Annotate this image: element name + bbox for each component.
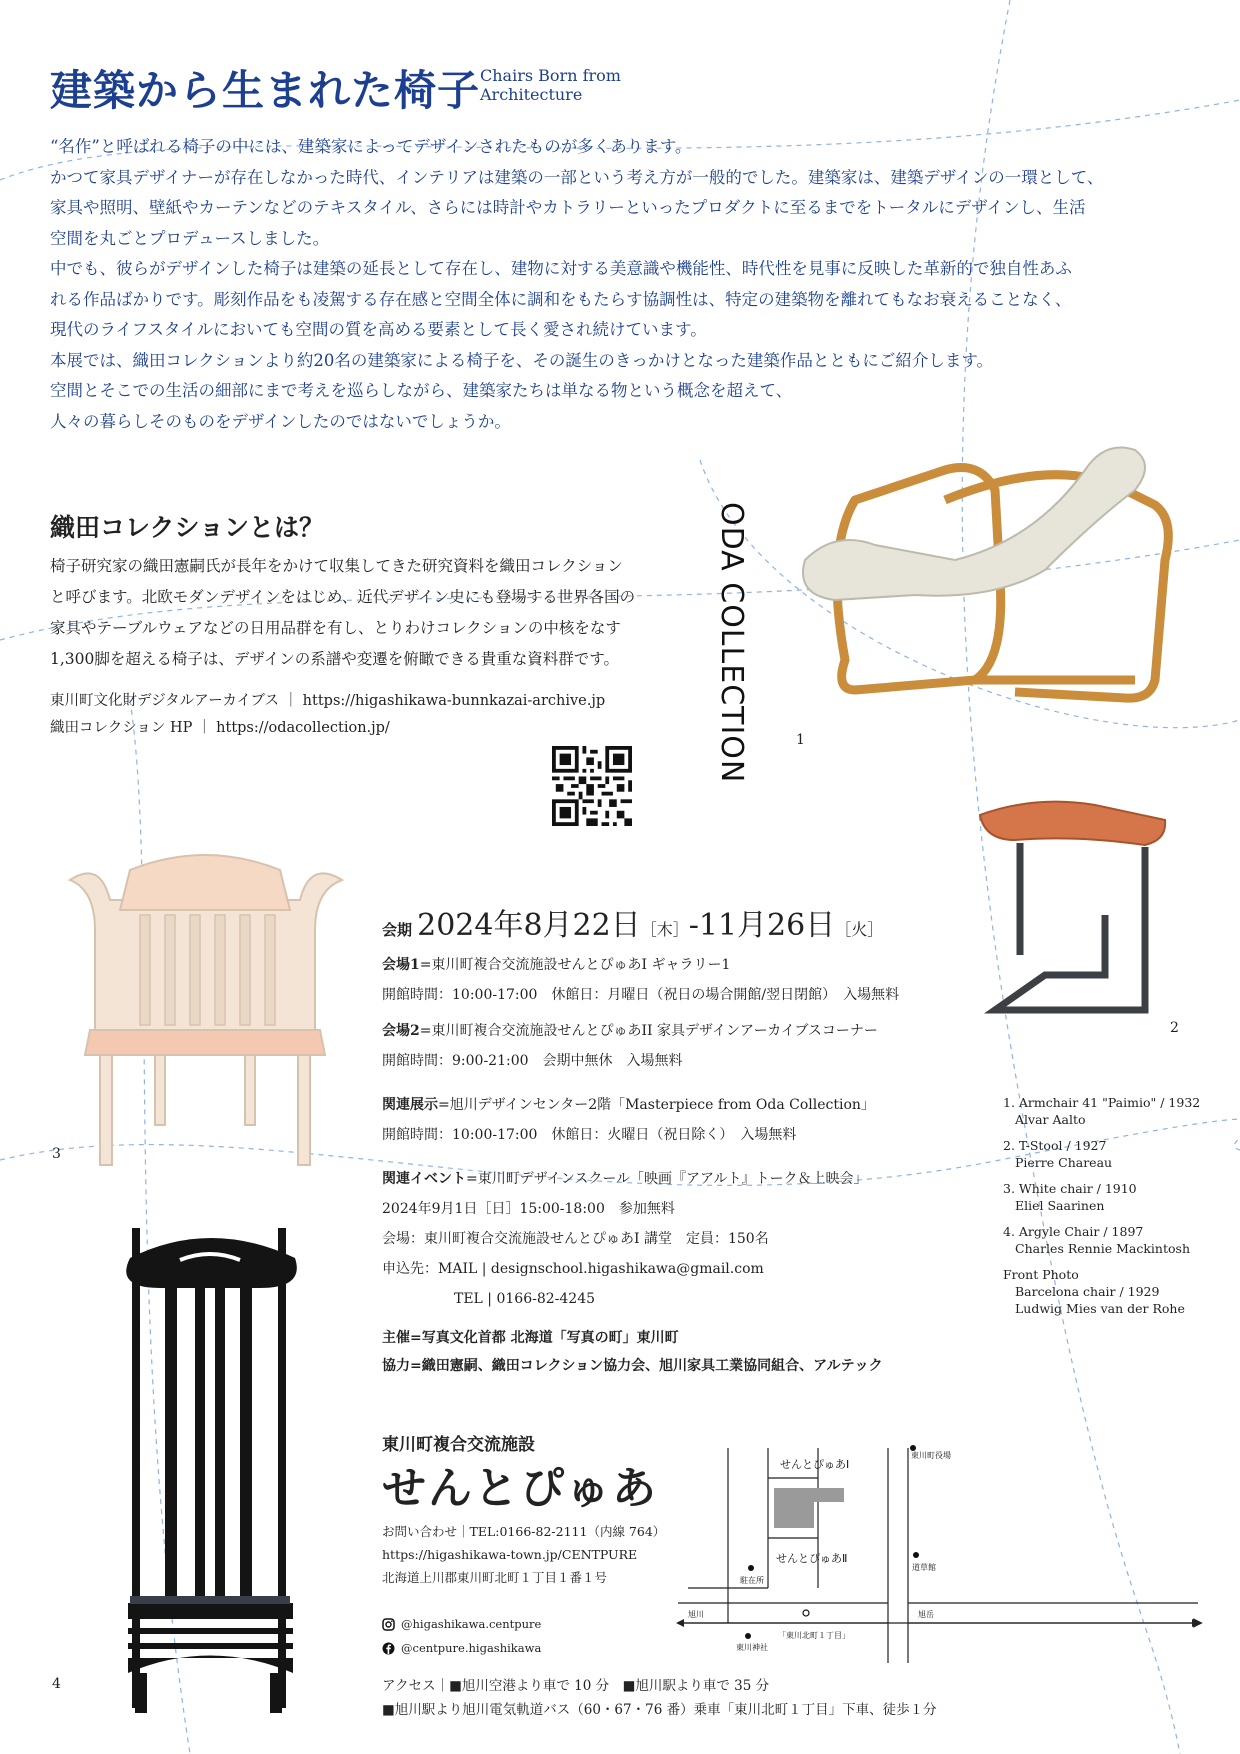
period-start: 2024年8月22日: [417, 908, 641, 943]
chair-captions: [1003, 1094, 1200, 1326]
map-asahikawa-label: 旭川: [688, 1610, 704, 1619]
intro-line: かつて家具デザイナーが存在しなかった時代、インテリアは建築の一部という考え方が一般的でした。建築家は、建築デザインの一環として、: [50, 167, 1104, 187]
figure-number-1: 1: [796, 732, 805, 748]
intro-line: 現代のライフスタイルにおいても空間の質を高める要素として長く愛され続けています。: [50, 320, 707, 339]
oda-desc-line: 家具やテーブルウェアなどの日用品群を有し、とりわけコレクションの中核をなす: [50, 619, 621, 637]
oda-heading: 織田コレクションとは？: [50, 513, 325, 542]
venue1-label: 会場1: [382, 957, 420, 973]
instagram-icon: [382, 1618, 395, 1631]
map-bus-stop-label: 「東川北町１丁目」: [778, 1631, 850, 1640]
map-roadside-label: 道草館: [912, 1563, 936, 1572]
intro-line: れる作品ばかりです。彫刻作品をも凌駕する存在感と空間全体に調和をもたらす協調性は、特定の建築物を離れてもなお衰えることなく、: [50, 289, 1072, 309]
venue2-name: =東川町複合交流施設せんとぴゅあII 家具デザインアーカイブスコーナー: [419, 1023, 878, 1039]
venue1-name: =東川町複合交流施設せんとぴゅあI ギャラリー1: [419, 957, 731, 973]
related-event-label: 関連イベント: [382, 1171, 466, 1187]
map-police-label: 駐在所: [740, 1576, 764, 1585]
brand-logo-text: せんとぴゅあ: [382, 1463, 658, 1514]
period-end-day: ［火］: [835, 920, 884, 939]
archive-link[interactable]: 東川町文化財デジタルアーカイブス ｜ https://higashikawa-bunnkazai-archive.jp: [50, 693, 606, 709]
period-start-day: ［木］: [640, 920, 689, 939]
odacollection-link[interactable]: 織田コレクション HP ｜ https://odacollection.jp/: [50, 720, 390, 736]
brand-subtitle: 東川町複合交流施設: [382, 1435, 535, 1455]
facebook-icon: [382, 1642, 395, 1655]
period-separator: -: [688, 908, 699, 943]
subtitle-line-2: Architecture: [480, 85, 583, 104]
oda-collection-vertical-label: ODA COLLECTION: [714, 502, 749, 784]
access-line-1: アクセス｜■旭川空港より車で 10 分 ■旭川駅より車で 35 分: [382, 1678, 770, 1694]
page-title: 建築から生まれた椅子: [50, 66, 481, 115]
intro-line: 人々の暮らしそのものをデザインしたのではないでしょうか。: [50, 411, 511, 431]
intro-line: 空間とそこでの生活の細部にまで考えを巡らしながら、建築家たちは単なる物という概念を超えて、: [50, 381, 793, 400]
page-subtitle: [480, 66, 621, 104]
host-text: =写真文化首都 北海道「写真の町」東川町: [410, 1330, 679, 1346]
related-event-apply-tel: TEL | 0166-82-4245: [454, 1291, 596, 1307]
related-event-date: 2024年9月1日［日］15:00-18:00 参加無料: [382, 1201, 675, 1217]
host-label: 主催: [382, 1330, 410, 1346]
intro-line: 空間を丸ごとプロデュースしました。: [50, 228, 330, 248]
coop-text: =織田憲嗣、織田コレクション協力会、旭川家具工業協同組合、アルテック: [410, 1358, 883, 1374]
map-shrine-label: 東川神社: [736, 1643, 768, 1652]
caption-3: 3. White chair / 1910 Eliel Saarinen: [1003, 1181, 1137, 1213]
caption-1: 1. Armchair 41 "Paimio" / 1932 Alvar Aalto: [1003, 1095, 1201, 1127]
oda-description: [50, 551, 690, 675]
intro-line: 家具や照明、壁紙やカーテンなどのテキスタイル、さらには時計やカトラリーといったプロダクトに至るまでをトータルにデザインし、生活: [50, 198, 1086, 217]
qr-code[interactable]: [552, 746, 632, 826]
intro-text: [50, 132, 1200, 437]
figure-number-2: 2: [1170, 1020, 1179, 1036]
chair-t-stool-illustration: [975, 795, 1175, 1020]
chair-argyle-chair-illustration: [110, 1218, 310, 1718]
oda-desc-line: と呼びます。北欧モダンデザインをはじめ、近代デザイン史にも登場する世界各国の: [50, 588, 636, 606]
map-town-office-label: 東川町役場: [911, 1451, 951, 1460]
contact-address: 北海道上川郡東川町北町１丁目１番１号: [382, 1570, 608, 1585]
chair-paimio-illustration: [795, 430, 1195, 720]
period-label: 会期: [382, 921, 413, 939]
related-event-place: 会場：東川町複合交流施設せんとぴゅあI 講堂 定員：150名: [382, 1231, 769, 1247]
caption-4: 4. Argyle Chair / 1897 Charles Rennie Mackintosh: [1003, 1224, 1190, 1256]
venue2-label: 会場2: [382, 1023, 420, 1039]
intro-line: “名作”と呼ばれる椅子の中には、建築家によってデザインされたものが多くあります。: [50, 137, 692, 156]
subtitle-line-1: Chairs Born from: [480, 66, 621, 85]
caption-front-photo: Front Photo Barcelona chair / 1929 Ludwig Mies van der Rohe: [1003, 1267, 1185, 1316]
oda-desc-line: 椅子研究家の織田憲嗣氏が長年をかけて収集してきた研究資料を織田コレクション: [50, 557, 623, 575]
access-info: [382, 1674, 937, 1722]
facebook-link[interactable]: @centpure.higashikawa: [382, 1636, 541, 1660]
contact-tel: お問い合わせ｜TEL:0166-82-2111（内線 764）: [382, 1524, 666, 1539]
map-asahidake-label: 旭岳: [918, 1610, 934, 1619]
period-end: 11月26日: [698, 908, 836, 943]
exhibition-period: [382, 900, 883, 944]
related-exhibit-name: =旭川デザインセンター2階「Masterpiece from Oda Collection」: [438, 1097, 875, 1113]
map-centpure1-label: せんとぴゅあⅠ: [780, 1458, 850, 1471]
map-centpure2-label: せんとぴゅあⅡ: [776, 1552, 848, 1565]
related-exhibit-hours: 開館時間：10:00-17:00 休館日：火曜日（祝日除く） 入場無料: [382, 1127, 797, 1143]
oda-desc-line: 1,300脚を超える椅子は、デザインの系譜や変遷を俯瞰できる貴重な資料群です。: [50, 650, 620, 668]
caption-2: 2. T-Stool / 1927 Pierre Chareau: [1003, 1138, 1113, 1170]
coop-label: 協力: [382, 1358, 410, 1374]
intro-line: 本展では、織田コレクションより約20名の建築家による椅子を、その誕生のきっかけとなった建築作品とともにご紹介します。: [50, 350, 994, 370]
sns-links: [382, 1612, 541, 1660]
figure-number-4: 4: [52, 1676, 61, 1692]
related-exhibit-label: 関連展示: [382, 1097, 438, 1113]
figure-number-3: 3: [52, 1146, 61, 1162]
intro-line: 中でも、彼らがデザインした椅子は建築の延長として存在し、建物に対する美意識や機能性、時代性を見事に反映した革新的で独自性あふ: [50, 259, 1072, 278]
access-line-2: ■旭川駅より旭川電気軌道バス（60・67・76 番）乗車「東川北町１丁目」下車、徒歩１分: [382, 1702, 937, 1718]
chair-white-chair-illustration: [60, 840, 350, 1170]
instagram-link[interactable]: @higashikawa.centpure: [382, 1612, 541, 1636]
related-event-apply-mail[interactable]: 申込先：MAIL | designschool.higashikawa@gmail.com: [382, 1261, 764, 1277]
venue2-hours: 開館時間：9:00-21:00 会期中無休 入場無料: [382, 1053, 683, 1069]
oda-links: [50, 688, 605, 742]
contact-info: [382, 1520, 665, 1589]
related-event-name: =東川町デザインスクール「映画『アアルト』トーク＆上映会」: [466, 1171, 868, 1187]
venue1-hours: 開館時間：10:00-17:00 休館日：月曜日（祝日の場合開館/翌日閉館） 入場無料: [382, 987, 900, 1003]
location-map: [668, 1428, 1218, 1663]
contact-url[interactable]: https://higashikawa-town.jp/CENTPURE: [382, 1547, 638, 1562]
